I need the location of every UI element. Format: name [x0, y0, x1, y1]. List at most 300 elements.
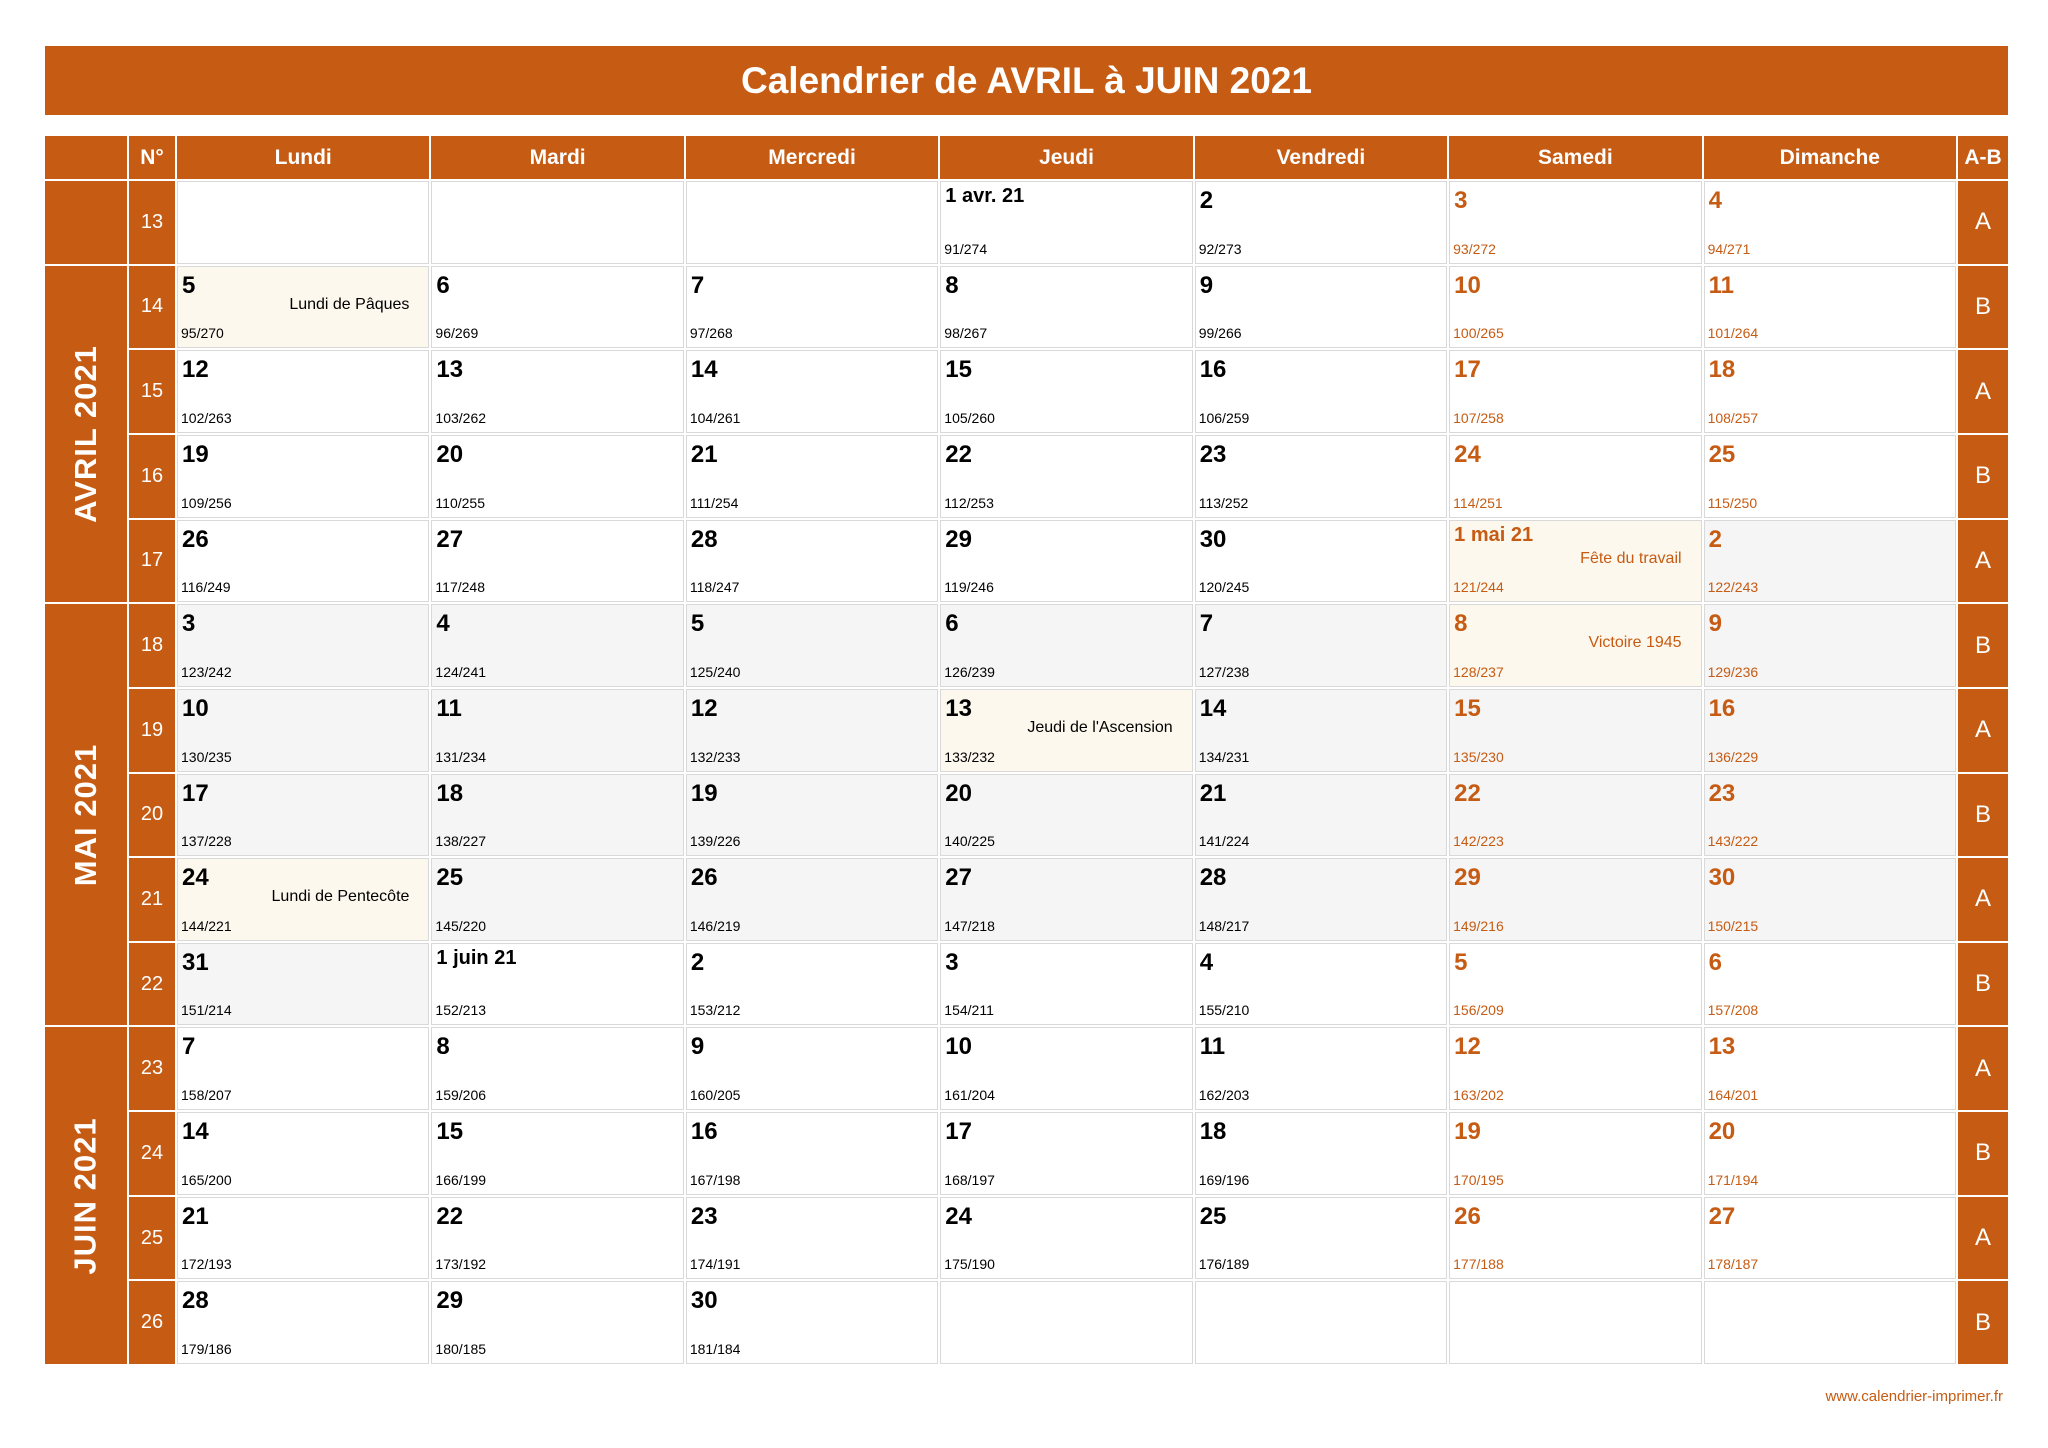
- week-number: 21: [129, 858, 175, 941]
- day-number: 10: [182, 694, 209, 722]
- day-number: 5: [1454, 948, 1468, 976]
- day-of-year-count: 100/265: [1453, 325, 1504, 342]
- day-of-year-count: 137/228: [181, 833, 232, 850]
- day-of-year-count: 131/234: [435, 748, 487, 765]
- day-of-year-count: 164/201: [1707, 1087, 1759, 1104]
- day-number: 2: [690, 948, 705, 976]
- day-of-year-count: 108/257: [1707, 409, 1759, 426]
- day-cell: [177, 943, 429, 1026]
- day-of-year-count: 149/216: [1453, 917, 1504, 934]
- day-of-year-count: 103/262: [435, 409, 487, 426]
- day-number: 27: [1708, 1202, 1736, 1230]
- day-number: 4: [1199, 948, 1214, 976]
- day-cell: [686, 943, 938, 1026]
- day-number: 5: [690, 610, 705, 638]
- day-of-year-count: 119/246: [944, 579, 994, 596]
- day-number: 7: [1199, 610, 1214, 638]
- day-number: 19: [1454, 1118, 1481, 1146]
- day-header-samedi: Samedi: [1449, 136, 1701, 179]
- day-number: 8: [1454, 610, 1468, 638]
- day-number: 7: [690, 271, 705, 299]
- day-of-year-count: 181/184: [689, 1341, 741, 1357]
- day-cell: [177, 1027, 429, 1110]
- day-number: 14: [1199, 694, 1227, 722]
- day-number: 26: [182, 525, 209, 553]
- day-number: 3: [945, 948, 959, 976]
- day-of-year-count: 111/254: [689, 494, 739, 511]
- day-of-year-count: 92/273: [1198, 240, 1242, 257]
- day-of-year-count: 162/203: [1198, 1087, 1250, 1104]
- day-cell: [177, 350, 429, 433]
- month-label-text: MAI 2021: [68, 743, 103, 887]
- day-of-year-count: 166/199: [435, 1171, 487, 1188]
- month-label-mai: [45, 604, 127, 1025]
- day-of-year-count: 178/187: [1707, 1256, 1759, 1273]
- day-cell: [940, 266, 1192, 349]
- day-cell: [1195, 689, 1447, 772]
- day-number: 25: [436, 864, 464, 892]
- day-cell: [177, 435, 429, 518]
- day-of-year-count: 94/271: [1707, 240, 1751, 257]
- day-number: 27: [945, 864, 972, 892]
- day-number: 13: [945, 694, 972, 722]
- day-number: 13: [436, 356, 464, 384]
- empty-day-cell: [1449, 1281, 1701, 1364]
- day-of-year-count: 170/195: [1453, 1171, 1504, 1188]
- day-of-year-count: 158/207: [181, 1087, 232, 1104]
- day-of-year-count: 116/249: [181, 579, 231, 596]
- day-of-year-count: 167/198: [689, 1171, 741, 1188]
- day-cell: [940, 1027, 1192, 1110]
- day-cell: [1704, 350, 1956, 433]
- day-of-year-count: 169/196: [1198, 1171, 1250, 1188]
- day-of-year-count: 173/192: [435, 1256, 487, 1273]
- day-cell: [431, 1197, 683, 1280]
- day-of-year-count: 91/274: [944, 240, 988, 257]
- day-cell: [177, 774, 429, 857]
- day-cell: [177, 1281, 429, 1364]
- week-number: 25: [129, 1197, 175, 1280]
- day-number: 5: [182, 271, 196, 299]
- day-cell: [686, 1027, 938, 1110]
- day-number: 28: [182, 1287, 209, 1315]
- day-cell: [940, 435, 1192, 518]
- day-of-year-count: 142/223: [1453, 833, 1504, 850]
- day-of-year-count: 141/224: [1198, 833, 1250, 850]
- day-number: 20: [945, 779, 972, 807]
- holiday-label: Lundi de Pâques: [289, 295, 410, 313]
- ab-week-label: B: [1958, 266, 2008, 349]
- day-of-year-count: 157/208: [1707, 1002, 1759, 1019]
- week-number: 23: [129, 1027, 175, 1110]
- day-of-year-count: 99/266: [1198, 325, 1242, 342]
- day-cell: [177, 1197, 429, 1280]
- day-cell: [940, 943, 1192, 1026]
- day-number: 14: [690, 356, 718, 384]
- day-number: 19: [690, 779, 718, 807]
- week-number: 24: [129, 1112, 175, 1195]
- week-number: 15: [129, 350, 175, 433]
- day-number: 24: [182, 864, 209, 892]
- day-of-year-count: 120/245: [1198, 579, 1250, 596]
- day-number: 26: [1454, 1202, 1481, 1230]
- day-cell: [177, 604, 429, 687]
- month-label-juin: [45, 1027, 127, 1364]
- day-number: 16: [1199, 356, 1227, 384]
- week-number: 18: [129, 604, 175, 687]
- day-of-year-count: 150/215: [1707, 917, 1759, 934]
- day-cell: [1449, 266, 1701, 349]
- day-number: 13: [1708, 1033, 1736, 1061]
- day-cell: [686, 266, 938, 349]
- day-of-year-count: 112/253: [944, 494, 994, 511]
- day-cell: [1704, 604, 1956, 687]
- day-of-year-count: 138/227: [435, 833, 487, 850]
- day-of-year-count: 174/191: [689, 1256, 741, 1273]
- day-header-mardi: Mardi: [431, 136, 683, 179]
- day-cell: [686, 1197, 938, 1280]
- day-cell: [1449, 689, 1701, 772]
- day-cell: [1449, 774, 1701, 857]
- day-number: 22: [436, 1202, 464, 1230]
- day-number: 18: [1199, 1118, 1227, 1146]
- day-of-year-count: 168/197: [944, 1171, 995, 1188]
- day-of-year-count: 96/269: [435, 325, 479, 342]
- day-number: 19: [182, 440, 209, 468]
- day-of-year-count: 102/263: [181, 409, 232, 426]
- day-cell: [1195, 774, 1447, 857]
- day-number: 11: [1199, 1033, 1226, 1061]
- day-cell: [431, 350, 683, 433]
- day-header-vendredi: Vendredi: [1195, 136, 1447, 179]
- empty-day-cell: [1704, 1281, 1956, 1364]
- day-cell: [940, 181, 1192, 264]
- day-number: 8: [945, 271, 959, 299]
- day-of-year-count: 95/270: [181, 325, 224, 342]
- ab-week-label: B: [1958, 1112, 2008, 1195]
- day-number: 2: [1708, 525, 1722, 553]
- day-number: 1 avr. 21: [945, 185, 1025, 207]
- day-of-year-count: 113/252: [1198, 494, 1249, 511]
- day-cell: [940, 858, 1192, 941]
- day-number: 9: [690, 1033, 705, 1061]
- day-cell: [1195, 435, 1447, 518]
- day-cell: [1195, 1112, 1447, 1195]
- day-cell: [1195, 266, 1447, 349]
- ab-week-label: A: [1958, 1027, 2008, 1110]
- day-cell: [1704, 774, 1956, 857]
- ab-week-label: B: [1958, 943, 2008, 1026]
- day-of-year-count: 140/225: [944, 833, 995, 850]
- day-number: 28: [690, 525, 718, 553]
- day-of-year-count: 101/264: [1707, 325, 1759, 342]
- day-number: 23: [690, 1202, 718, 1230]
- day-of-year-count: 145/220: [435, 917, 487, 934]
- day-cell: [431, 774, 683, 857]
- empty-day-cell: [177, 181, 429, 264]
- day-cell: [686, 520, 938, 603]
- day-number: 16: [690, 1118, 718, 1146]
- day-number: 25: [1708, 440, 1736, 468]
- month-blank: [45, 181, 127, 264]
- footer-url[interactable]: www.calendrier-imprimer.fr: [1825, 1388, 2003, 1405]
- day-number: 10: [1454, 271, 1481, 299]
- day-cell: [431, 520, 683, 603]
- day-of-year-count: 147/218: [944, 917, 995, 934]
- day-number: 15: [436, 1118, 464, 1146]
- day-of-year-count: 151/214: [181, 1002, 232, 1019]
- day-number: 18: [436, 779, 464, 807]
- day-number: 10: [945, 1033, 972, 1061]
- day-cell: [1449, 858, 1701, 941]
- day-number: 22: [945, 440, 972, 468]
- day-of-year-count: 160/205: [689, 1087, 741, 1104]
- day-cell: [1195, 1027, 1447, 1110]
- day-number: 21: [690, 440, 718, 468]
- day-cell: [177, 520, 429, 603]
- day-number: 6: [436, 271, 450, 299]
- week-number: 17: [129, 520, 175, 603]
- day-of-year-count: 134/231: [1198, 748, 1250, 765]
- day-cell: [1449, 435, 1701, 518]
- ab-week-label: A: [1958, 689, 2008, 772]
- month-label-text: AVRIL 2021: [68, 345, 103, 523]
- day-of-year-count: 148/217: [1198, 917, 1250, 934]
- day-cell: [940, 604, 1192, 687]
- day-cell: [177, 266, 429, 349]
- day-number: 3: [182, 610, 196, 638]
- day-of-year-count: 136/229: [1707, 748, 1759, 765]
- holiday-label: Lundi de Pentecôte: [271, 888, 410, 906]
- day-of-year-count: 139/226: [689, 833, 741, 850]
- day-number: 29: [1454, 864, 1481, 892]
- day-cell: [940, 520, 1192, 603]
- day-number: 20: [436, 440, 464, 468]
- ab-week-label: A: [1958, 350, 2008, 433]
- day-cell: [431, 943, 683, 1026]
- day-of-year-count: 118/247: [689, 579, 740, 596]
- day-of-year-count: 127/238: [1198, 663, 1250, 680]
- empty-day-cell: [940, 1281, 1192, 1364]
- day-number: 30: [690, 1287, 718, 1315]
- day-number: 22: [1454, 779, 1481, 807]
- day-of-year-count: 97/268: [689, 325, 733, 342]
- day-of-year-count: 128/237: [1453, 663, 1504, 680]
- week-number: 22: [129, 943, 175, 1026]
- day-of-year-count: 104/261: [689, 409, 741, 426]
- day-cell: [940, 1197, 1192, 1280]
- day-number: 1 juin 21: [436, 946, 517, 969]
- day-number: 12: [690, 694, 718, 722]
- day-number: 12: [1454, 1033, 1481, 1061]
- day-cell: [1449, 520, 1701, 603]
- day-number: 26: [690, 864, 718, 892]
- day-number: 24: [945, 1202, 972, 1230]
- day-number: 11: [1708, 271, 1734, 299]
- ab-week-label: B: [1958, 774, 2008, 857]
- day-cell: [1704, 181, 1956, 264]
- day-number: 6: [945, 610, 959, 638]
- day-cell: [1195, 858, 1447, 941]
- day-of-year-count: 172/193: [181, 1256, 232, 1273]
- ab-week-label: A: [1958, 181, 2008, 264]
- day-cell: [1195, 181, 1447, 264]
- calendar-title: Calendrier de AVRIL à JUIN 2021: [45, 46, 2008, 115]
- day-of-year-count: 93/272: [1453, 240, 1496, 257]
- week-number: 14: [129, 266, 175, 349]
- day-cell: [431, 435, 683, 518]
- day-number: 12: [182, 356, 209, 384]
- day-number: 29: [436, 1287, 464, 1315]
- day-of-year-count: 105/260: [944, 409, 995, 426]
- day-number: 17: [182, 779, 209, 807]
- day-number: 17: [945, 1118, 972, 1146]
- day-cell: [940, 689, 1192, 772]
- day-of-year-count: 175/190: [944, 1256, 995, 1273]
- day-cell: [686, 1281, 938, 1364]
- week-number-header: N°: [129, 136, 175, 179]
- day-cell: [686, 774, 938, 857]
- day-number: 9: [1708, 610, 1722, 638]
- day-number: 7: [182, 1033, 196, 1061]
- day-number: 23: [1708, 779, 1736, 807]
- holiday-label: Jeudi de l'Ascension: [1027, 718, 1173, 736]
- day-of-year-count: 129/236: [1707, 663, 1759, 680]
- day-number: 25: [1199, 1202, 1227, 1230]
- day-of-year-count: 114/251: [1453, 494, 1503, 511]
- day-cell: [1704, 1027, 1956, 1110]
- day-number: 23: [1199, 440, 1227, 468]
- day-of-year-count: 176/189: [1198, 1256, 1250, 1273]
- day-of-year-count: 143/222: [1707, 833, 1759, 850]
- holiday-label: Fête du travail: [1580, 549, 1682, 567]
- day-cell: [1449, 350, 1701, 433]
- day-cell: [940, 1112, 1192, 1195]
- day-number: 6: [1708, 948, 1722, 976]
- day-cell: [177, 1112, 429, 1195]
- day-cell: [1449, 1197, 1701, 1280]
- ab-week-label: B: [1958, 435, 2008, 518]
- day-of-year-count: 165/200: [181, 1171, 232, 1188]
- day-cell: [686, 1112, 938, 1195]
- day-cell: [1449, 1027, 1701, 1110]
- ab-header: A-B: [1958, 136, 2008, 179]
- ab-week-label: A: [1958, 1197, 2008, 1280]
- day-cell: [686, 435, 938, 518]
- day-cell: [1449, 1112, 1701, 1195]
- day-number: 30: [1199, 525, 1227, 553]
- week-number: 16: [129, 435, 175, 518]
- day-cell: [177, 689, 429, 772]
- day-number: 21: [1199, 779, 1227, 807]
- day-of-year-count: 125/240: [689, 663, 741, 680]
- day-cell: [431, 266, 683, 349]
- day-cell: [1704, 1197, 1956, 1280]
- day-cell: [1195, 943, 1447, 1026]
- day-number: 15: [1454, 694, 1481, 722]
- day-of-year-count: 121/244: [1453, 579, 1504, 596]
- week-number: 13: [129, 181, 175, 264]
- day-header-jeudi: Jeudi: [940, 136, 1192, 179]
- day-number: 15: [945, 356, 972, 384]
- day-number: 4: [436, 610, 450, 638]
- day-cell: [1704, 858, 1956, 941]
- day-number: 30: [1708, 864, 1736, 892]
- day-number: 17: [1454, 356, 1481, 384]
- day-number: 27: [436, 525, 464, 553]
- day-of-year-count: 146/219: [689, 917, 741, 934]
- ab-week-label: A: [1958, 520, 2008, 603]
- day-of-year-count: 130/235: [181, 748, 232, 765]
- day-cell: [1195, 1197, 1447, 1280]
- day-cell: [431, 858, 683, 941]
- day-cell: [1704, 435, 1956, 518]
- day-of-year-count: 159/206: [435, 1087, 487, 1104]
- day-of-year-count: 123/242: [181, 663, 232, 680]
- day-of-year-count: 110/255: [435, 494, 485, 511]
- day-cell: [1195, 604, 1447, 687]
- day-of-year-count: 124/241: [435, 663, 487, 680]
- day-of-year-count: 122/243: [1707, 579, 1759, 596]
- day-number: 29: [945, 525, 972, 553]
- day-cell: [1704, 689, 1956, 772]
- day-number: 14: [182, 1118, 209, 1146]
- day-of-year-count: 126/239: [944, 663, 995, 680]
- week-number: 26: [129, 1281, 175, 1364]
- day-of-year-count: 153/212: [689, 1002, 741, 1019]
- day-cell: [686, 858, 938, 941]
- day-number: 4: [1708, 187, 1722, 214]
- day-of-year-count: 106/259: [1198, 409, 1250, 426]
- day-number: 18: [1708, 356, 1736, 384]
- day-of-year-count: 171/194: [1707, 1171, 1759, 1188]
- day-of-year-count: 179/186: [181, 1341, 232, 1357]
- day-number: 8: [436, 1033, 450, 1061]
- day-of-year-count: 177/188: [1453, 1256, 1504, 1273]
- day-number: 28: [1199, 864, 1227, 892]
- day-cell: [1449, 181, 1701, 264]
- day-of-year-count: 156/209: [1453, 1002, 1504, 1019]
- day-of-year-count: 107/258: [1453, 409, 1504, 426]
- day-header-lundi: Lundi: [177, 136, 429, 179]
- corner-header: [45, 136, 127, 179]
- day-of-year-count: 133/232: [944, 748, 995, 765]
- month-label-text: JUIN 2021: [68, 1117, 103, 1275]
- day-number: 1 mai 21: [1454, 523, 1534, 546]
- day-cell: [1195, 350, 1447, 433]
- day-number: 2: [1199, 187, 1214, 214]
- day-cell: [177, 858, 429, 941]
- day-of-year-count: 180/185: [435, 1341, 487, 1357]
- day-number: 31: [182, 948, 209, 976]
- day-cell: [1449, 604, 1701, 687]
- week-number: 20: [129, 774, 175, 857]
- day-of-year-count: 135/230: [1453, 748, 1504, 765]
- day-cell: [1704, 943, 1956, 1026]
- empty-day-cell: [686, 181, 938, 264]
- day-of-year-count: 115/250: [1707, 494, 1758, 511]
- ab-week-label: B: [1958, 604, 2008, 687]
- day-of-year-count: 154/211: [944, 1002, 994, 1019]
- ab-week-label: A: [1958, 858, 2008, 941]
- day-cell: [431, 1112, 683, 1195]
- empty-day-cell: [1195, 1281, 1447, 1364]
- day-cell: [686, 350, 938, 433]
- day-of-year-count: 155/210: [1198, 1002, 1250, 1019]
- day-of-year-count: 98/267: [944, 325, 988, 342]
- day-header-dimanche: Dimanche: [1704, 136, 1956, 179]
- day-cell: [1704, 520, 1956, 603]
